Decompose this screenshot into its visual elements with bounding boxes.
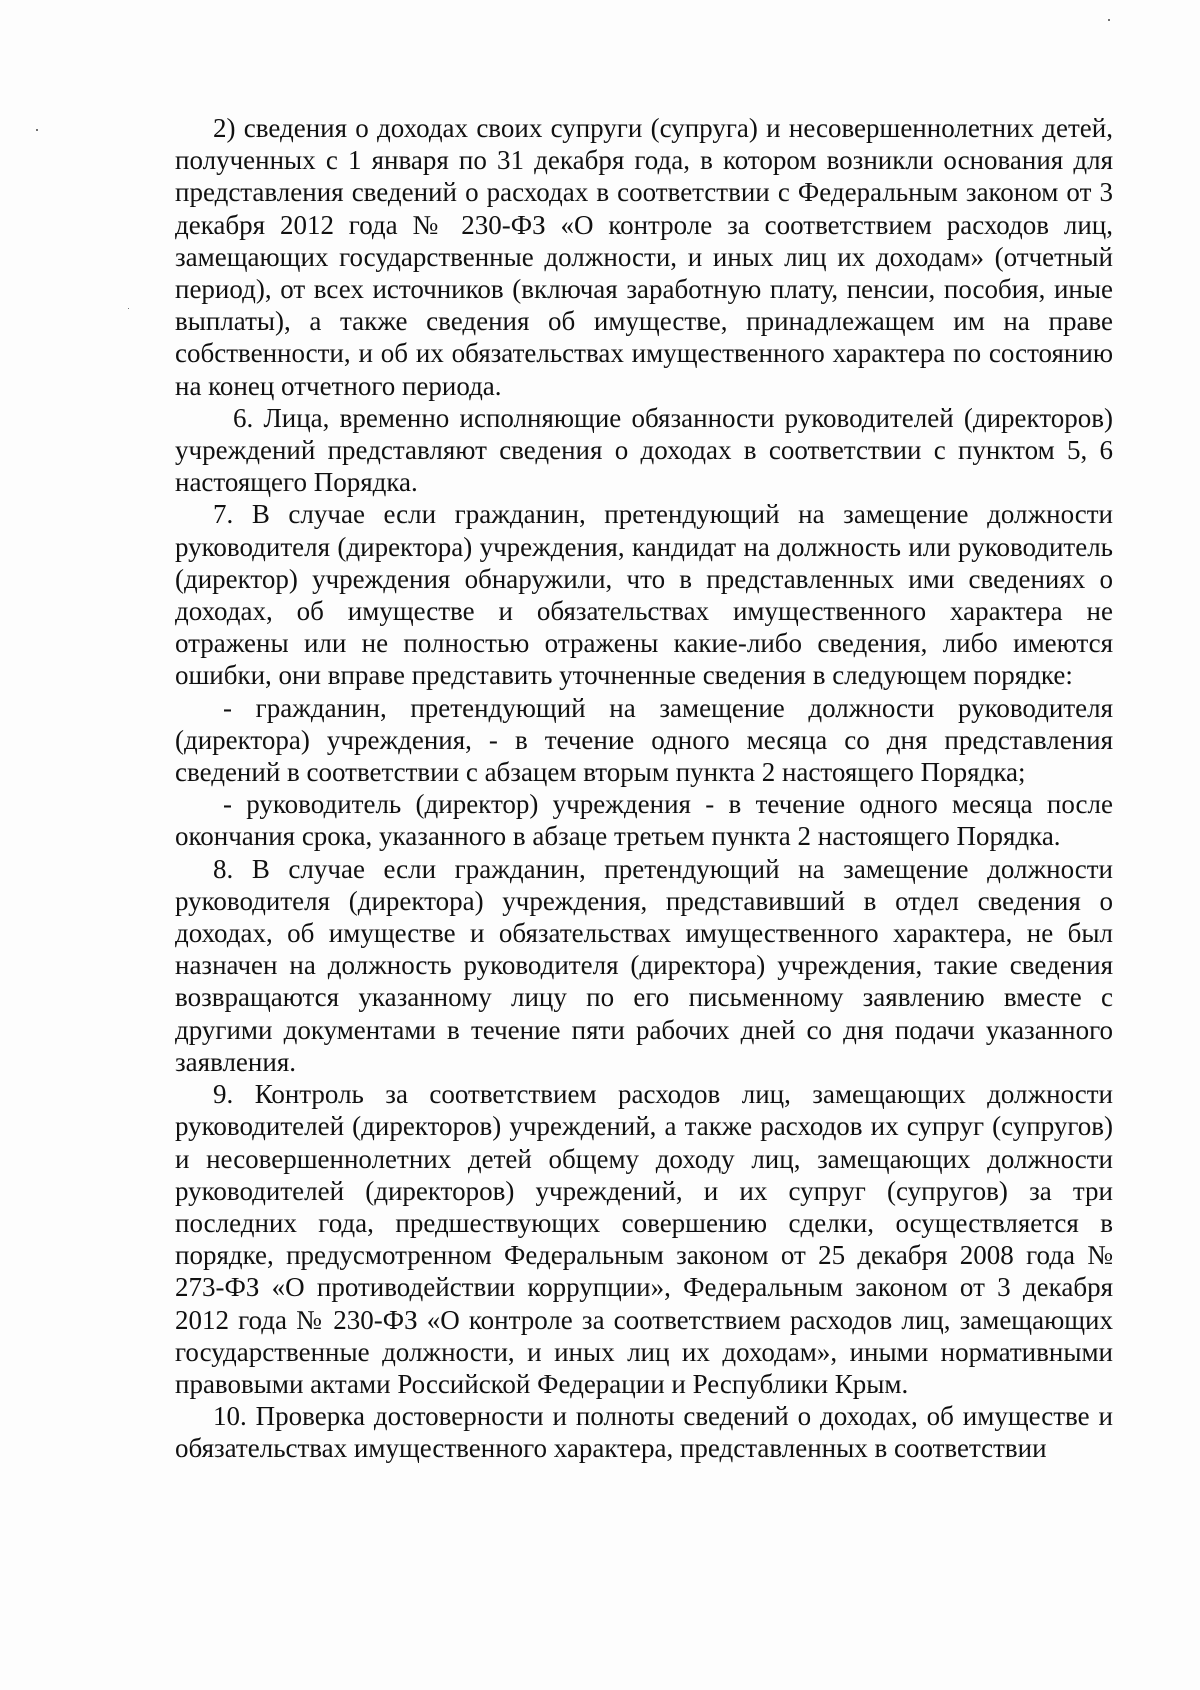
paragraph-dash-2: - руководитель (директор) учреждения - в течение одного месяца после окончания срока, указанного в абзаце третьем пункта 2 настоящего Порядка. — [175, 789, 1113, 852]
scan-speck — [128, 308, 129, 309]
scan-speck — [1108, 19, 1110, 21]
scan-speck — [36, 129, 38, 131]
document-body — [175, 112, 1113, 1465]
paragraph-item-10: 10. Проверка достоверности и полноты сведений о доходах, об имуществе и обязательствах имущественного характера, представленных в соответствии — [175, 1401, 1113, 1464]
paragraph-dash-1: - гражданин, претендующий на замещение должности руководителя (директора) учреждения, - в течение одного месяца со дня представления сведений в соответствии с абзацем вторым пункта 2 настоящего Порядка; — [175, 692, 1113, 788]
paragraph-item-2: 2) сведения о доходах своих супруги (супруга) и несовершеннолетних детей, полученных с 1 января по 31 декабря года, в котором возникли основания для представления сведений о расходах в соответствии с Федеральным законом от 3 декабря 2012 года № 230-ФЗ «О контроле за соответствием расходов лиц, замещающих государственные должности, и иных лиц их доходам» (отчетный период), от всех источников (включая заработную плату, пенсии, пособия, иные выплаты), а также сведения об имуществе, принадлежащем им на праве собственности, и об их обязательствах имущественного характера по состоянию на конец отчетного периода. — [175, 113, 1113, 401]
paragraph-item-7: 7. В случае если гражданин, претендующий на замещение должности руководителя (директора) учреждения, кандидат на должность или руководитель (директор) учреждения обнаружили, что в представленных ими сведениях о доходах, об имуществе и обязательствах имущественного характера не отражены или не полностью отражены какие-либо сведения, либо имеются ошибки, они вправе представить уточненные сведения в следующем порядке: — [175, 499, 1113, 691]
paragraph-item-9: 9. Контроль за соответствием расходов лиц, замещающих должности руководителей (директоров) учреждений, а также расходов их супруг (супругов) и несовершеннолетних детей общему доходу лиц, замещающих должности руководителей (директоров) учреждений, и их супруг (супругов) за три последних года, предшествующих совершению сделки, осуществляется в порядке, предусмотренном Федеральным законом от 25 декабря 2008 года № 273-ФЗ «О противодействии коррупции», Федеральным законом от 3 декабря 2012 года № 230-ФЗ «О контроле за соответствием расходов лиц, замещающих государственные должности, и иных лиц их доходам», иными нормативными правовыми актами Российской Федерации и Республики Крым. — [175, 1079, 1113, 1399]
paragraph-item-8: 8. В случае если гражданин, претендующий на замещение должности руководителя (директора) учреждения, представивший в отдел сведения о доходах, об имуществе и обязательствах имущественного характера, не был назначен на должность руководителя (директора) учреждения, такие сведения возвращаются указанному лицу по его письменному заявлению вместе с другими документами в течение пяти рабочих дней со дня подачи указанного заявления. — [175, 853, 1113, 1077]
paragraph-item-6: 6. Лица, временно исполняющие обязанности руководителей (директоров) учреждений представляют сведения о доходах в соответствии с пунктом 5, 6 настоящего Порядка. — [175, 402, 1113, 498]
